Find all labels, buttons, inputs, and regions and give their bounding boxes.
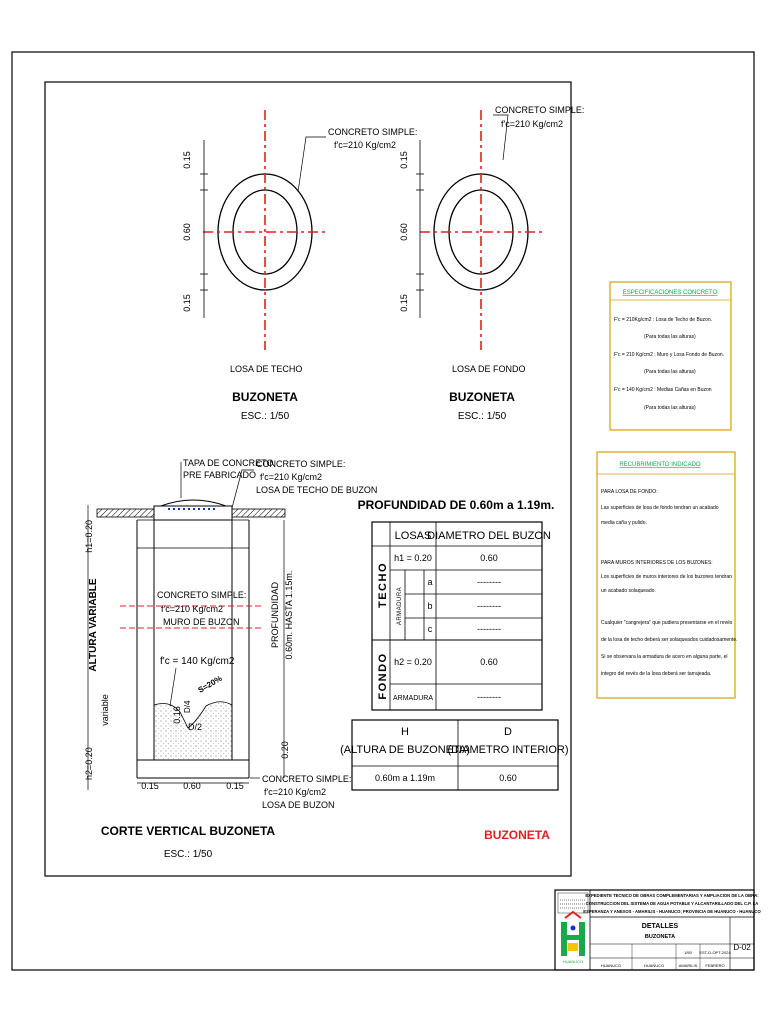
- plan-scale: ESC.: 1/50: [457, 411, 507, 422]
- table-header: (ALTURA DE BUZONETA): [340, 744, 470, 756]
- recub-line: de la losa de techo deberá ser solaqueados cuidadosamente.: [601, 637, 738, 643]
- recub-line: PARA MUROS INTERIORES DE LOS BUZONES:: [601, 560, 713, 566]
- recub-title: RECUBRIMIENTO INDICADO: [619, 462, 701, 468]
- spec-line: (Para todas las alturas): [644, 405, 696, 411]
- bottom-cell: FEBRERO: [705, 963, 725, 968]
- dim-label: 0.60: [183, 781, 201, 791]
- d4-label: D/4: [183, 700, 192, 713]
- d2-label: D/2: [188, 722, 203, 732]
- callout-line: CONCRETO SIMPLE:: [328, 127, 418, 137]
- table-header: (DIAMETRO INTERIOR): [447, 744, 569, 756]
- table-header: LOSAS: [394, 530, 432, 542]
- fondo-label: FONDO: [377, 652, 389, 700]
- recub-box: [597, 452, 737, 698]
- callout-line: TAPA DE CONCRETO: [183, 458, 274, 468]
- hd-table: [340, 720, 568, 790]
- plan-title: BUZONETA: [232, 390, 298, 404]
- table-cell: 0.60: [499, 773, 517, 783]
- sheet-title: DETALLES: [641, 923, 679, 930]
- dim-label: 0.15: [399, 151, 409, 169]
- depth-table-title: PROFUNDIDAD DE 0.60m a 1.19m.: [357, 498, 555, 512]
- callout-line: CONCRETO SIMPLE:: [495, 105, 585, 115]
- table-cell: --------: [477, 601, 501, 611]
- recub-line: un acabado solaqueado.: [601, 588, 656, 594]
- project-line: ESPERANZA Y ANEXOS - AMARILIS - HUANUCO; PROVINCIA DE HUANUCO - HUANUCO: [583, 909, 761, 914]
- table-cell: b: [427, 601, 433, 611]
- dim-label: 0.60m. HASTA 1.15m.: [284, 570, 294, 660]
- ground-hatch: [97, 509, 154, 517]
- logo-text: HUANUCO: [562, 959, 584, 964]
- callout-line: CONCRETO SIMPLE:: [256, 459, 346, 469]
- dim-label: variable: [100, 694, 110, 726]
- table-cell: --------: [477, 692, 501, 702]
- plan-losa-techo: [182, 110, 417, 422]
- callout-line: LOSA DE TECHO DE BUZON: [256, 485, 378, 495]
- armadura-label: ARMADURA: [397, 586, 403, 626]
- callout-line: LOSA DE BUZON: [262, 800, 335, 810]
- sheet-subtitle: BUZONETA: [644, 934, 676, 940]
- table-cell: c: [427, 624, 433, 634]
- depth-table: [358, 498, 555, 710]
- dim-label: 0.60: [399, 223, 409, 241]
- recub-line: Si se observara la armadura de acero en alguna parte, el: [601, 654, 728, 660]
- project-line: CONSTRUCCION DEL SISTEMA DE AGUA POTABLE Y ALCANTARILLADO DEL C.P. LA: [585, 901, 759, 906]
- dim-label: 0.15: [226, 781, 244, 791]
- callout-line: f'c=210 Kg/cm2: [334, 140, 397, 150]
- callout-line: f'c=210 Kg/cm2: [264, 787, 327, 797]
- spec-line: F'c = 210Kg/cm2 : Losa de Techo de Buzon.: [614, 317, 713, 323]
- table-cell: --------: [477, 624, 501, 634]
- callout-line: f'c=210 Kg/cm2: [260, 472, 323, 482]
- spec-line: (Para todas las alturas): [644, 334, 696, 340]
- dim-label: 0.16: [172, 706, 182, 724]
- dim-label: h1=0.20: [84, 520, 94, 553]
- table-cell: 0.60: [480, 657, 498, 667]
- techo-label: TECHO: [377, 562, 389, 608]
- bottom-cell: AMARILIS: [678, 963, 698, 968]
- callout-line: CONCRETO SIMPLE:: [262, 774, 352, 784]
- spec-line: (Para todas las alturas): [644, 369, 696, 375]
- table-header: H: [401, 726, 409, 738]
- recub-line: Las superficies de losa de fondo tendran un acabado: [601, 505, 719, 511]
- vertical-section: [84, 458, 377, 860]
- spec-line: F'c = 210 Kg/cm2 : Muro y Losa Fondo de Buzon.: [614, 352, 725, 358]
- dim-label: 0.15: [182, 294, 192, 312]
- dim-label: 0.15: [399, 294, 409, 312]
- dim-label: ALTURA VARIABLE: [88, 578, 99, 672]
- table-cell: h1 = 0.20: [394, 553, 432, 563]
- ground-hatch: [232, 509, 285, 517]
- dim-label: PROFUNDIDAD: [270, 581, 280, 649]
- callout-line: f'c=210 Kg/cm2: [161, 604, 224, 614]
- callout-line: f'c=210 Kg/cm2: [501, 119, 564, 129]
- project-line: EXPEDIENTE TECNICO DE OBRAS COMPLEMENTARIAS Y AMPLIACION DE LA OBRA:: [585, 893, 759, 898]
- dim-label: 0.20: [280, 741, 290, 759]
- table-header: D: [504, 726, 512, 738]
- fill-label: f'c = 140 Kg/cm2: [160, 656, 235, 667]
- recub-line: PARA LOSA DE FONDO:: [601, 489, 658, 495]
- plan-label: LOSA DE TECHO: [230, 364, 303, 374]
- spec-line: F'c = 140 Kg/cm2 : Medias Cañas en Buzon: [614, 387, 712, 393]
- plan-scale: ESC.: 1/50: [240, 411, 290, 422]
- recub-line: media caña y pulido.: [601, 520, 647, 526]
- bottom-cell: HUANUCO: [643, 963, 665, 968]
- callout-line: MURO DE BUZON: [163, 617, 240, 627]
- table-cell: 0.60m a 1.19m: [374, 773, 436, 783]
- dim-label: h2=0.20: [84, 747, 94, 780]
- scale-cell: 1/50: [684, 950, 692, 955]
- slope-label: S=20%: [196, 673, 224, 695]
- callout-line: PRE FABRICADO: [183, 470, 257, 480]
- bottom-cell: HUANUCO: [600, 963, 622, 968]
- table-cell: h2 = 0.20: [394, 657, 432, 667]
- callout-line: CONCRETO SIMPLE:: [157, 590, 247, 600]
- dim-label: 0.15: [141, 781, 159, 791]
- dim-label: 0.60: [182, 223, 192, 241]
- code-cell: EST-D-OPT-2024: [699, 950, 731, 955]
- table-cell: 0.60: [480, 553, 498, 563]
- table-cell: --------: [477, 577, 501, 587]
- sheet-number: D-02: [733, 943, 751, 952]
- buzoneta-red-label: BUZONETA: [484, 828, 550, 842]
- spec-title: ESPECIFICACIONES CONCRETO: [622, 290, 718, 296]
- title-block: [555, 890, 761, 970]
- recub-line: Cualquier "cangrejera" que pudiera presentarse en el revés: [601, 620, 733, 626]
- dim-label: 0.15: [182, 151, 192, 169]
- municipal-logo: [561, 912, 585, 964]
- table-cell: a: [427, 577, 433, 587]
- table-cell: ARMADURA: [392, 695, 434, 702]
- plan-label: LOSA DE FONDO: [452, 364, 526, 374]
- section-title: CORTE VERTICAL BUZONETA: [100, 824, 276, 838]
- section-scale: ESC.: 1/50: [163, 849, 213, 860]
- recub-line: integro del revés de la losa deberá ser tarrajeada.: [601, 671, 712, 677]
- table-header: DIAMETRO DEL BUZON: [427, 530, 551, 542]
- recub-line: Los superficies de muros interiores de los buzones tendran: [601, 574, 732, 580]
- spec-box: [610, 282, 731, 430]
- plan-title: BUZONETA: [449, 390, 515, 404]
- plan-losa-fondo: [399, 105, 584, 422]
